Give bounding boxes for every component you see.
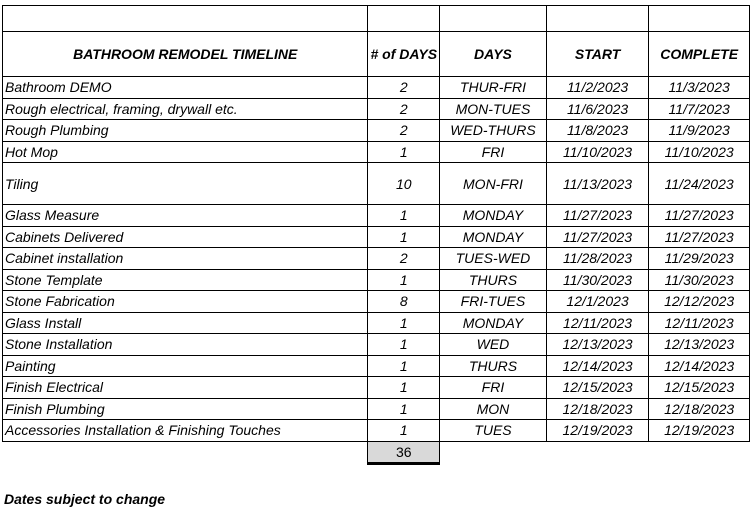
days-cell[interactable]: FRI (440, 377, 547, 399)
table-row (3, 120, 750, 142)
start-date-cell[interactable]: 11/10/2023 (546, 141, 649, 163)
complete-date-cell[interactable]: 11/27/2023 (649, 226, 750, 248)
start-date-cell[interactable]: 11/28/2023 (546, 248, 649, 270)
task-name-cell[interactable]: Stone Fabrication (3, 291, 368, 313)
table-row (3, 398, 750, 420)
cell[interactable] (440, 6, 547, 32)
cell[interactable] (368, 6, 440, 32)
days-cell[interactable]: MONDAY (440, 226, 547, 248)
start-date-cell[interactable]: 11/27/2023 (546, 226, 649, 248)
days-cell[interactable]: THUR-FRI (440, 77, 547, 99)
header-days[interactable]: DAYS (440, 32, 547, 77)
complete-date-cell[interactable]: 12/14/2023 (649, 355, 750, 377)
days-cell[interactable]: TUES-WED (440, 248, 547, 270)
task-name-cell[interactable]: Glass Measure (3, 205, 368, 227)
start-date-cell[interactable]: 11/2/2023 (546, 77, 649, 99)
start-date-cell[interactable]: 12/1/2023 (546, 291, 649, 313)
task-name-cell[interactable]: Finish Electrical (3, 377, 368, 399)
table-row (3, 163, 750, 205)
sheet-title[interactable]: BATHROOM REMODEL TIMELINE (3, 32, 368, 77)
total-days-cell[interactable]: 36 (368, 441, 440, 463)
complete-date-cell[interactable]: 12/13/2023 (649, 334, 750, 356)
num-days-cell[interactable]: 10 (368, 163, 440, 205)
timeline-table (2, 5, 750, 465)
dates-note: Dates subject to change (4, 491, 166, 507)
num-days-cell[interactable]: 2 (368, 248, 440, 270)
complete-date-cell[interactable]: 11/30/2023 (649, 269, 750, 291)
num-days-cell[interactable]: 2 (368, 120, 440, 142)
days-cell[interactable]: MONDAY (440, 312, 547, 334)
days-cell[interactable]: MON-FRI (440, 163, 547, 205)
complete-date-cell[interactable]: 12/19/2023 (649, 420, 750, 442)
days-cell[interactable]: TUES (440, 420, 547, 442)
days-cell[interactable]: THURS (440, 269, 547, 291)
header-complete[interactable]: COMPLETE (649, 32, 750, 77)
cell[interactable] (649, 6, 750, 32)
days-cell[interactable]: MON (440, 398, 547, 420)
start-date-cell[interactable]: 12/15/2023 (546, 377, 649, 399)
table-row (3, 205, 750, 227)
task-name-cell[interactable]: Painting (3, 355, 368, 377)
total-row (3, 441, 750, 463)
num-days-cell[interactable]: 1 (368, 377, 440, 399)
table-row (3, 226, 750, 248)
complete-date-cell[interactable]: 11/9/2023 (649, 120, 750, 142)
timeline-body (3, 6, 750, 464)
table-row (3, 377, 750, 399)
task-name-cell[interactable]: Bathroom DEMO (3, 77, 368, 99)
task-name-cell[interactable]: Cabinet installation (3, 248, 368, 270)
start-date-cell[interactable]: 12/13/2023 (546, 334, 649, 356)
table-row (3, 77, 750, 99)
num-days-cell[interactable]: 2 (368, 77, 440, 99)
start-date-cell[interactable]: 11/27/2023 (546, 205, 649, 227)
table-row (3, 269, 750, 291)
empty-cell (440, 441, 547, 463)
task-name-cell[interactable]: Tiling (3, 163, 368, 205)
empty-cell (3, 441, 368, 463)
complete-date-cell[interactable]: 11/29/2023 (649, 248, 750, 270)
task-name-cell[interactable]: Accessories Installation & Finishing Touches (3, 420, 368, 442)
table-row (3, 334, 750, 356)
task-name-cell[interactable]: Finish Plumbing (3, 398, 368, 420)
task-name-cell[interactable]: Rough electrical, framing, drywall etc. (3, 98, 368, 120)
table-row (3, 312, 750, 334)
num-days-cell[interactable]: 1 (368, 334, 440, 356)
num-days-cell[interactable]: 2 (368, 98, 440, 120)
table-row (3, 141, 750, 163)
task-name-cell[interactable]: Cabinets Delivered (3, 226, 368, 248)
num-days-cell[interactable]: 8 (368, 291, 440, 313)
num-days-cell[interactable]: 1 (368, 312, 440, 334)
days-cell[interactable]: THURS (440, 355, 547, 377)
complete-date-cell[interactable]: 12/15/2023 (649, 377, 750, 399)
blank-top-row (3, 6, 750, 32)
task-name-cell[interactable]: Glass Install (3, 312, 368, 334)
num-days-cell[interactable]: 1 (368, 141, 440, 163)
complete-date-cell[interactable]: 11/27/2023 (649, 205, 750, 227)
table-row (3, 355, 750, 377)
num-days-cell[interactable]: 1 (368, 269, 440, 291)
days-cell[interactable]: MONDAY (440, 205, 547, 227)
header-num-days[interactable]: # of DAYS (368, 32, 440, 77)
num-days-cell[interactable]: 1 (368, 226, 440, 248)
days-cell[interactable]: WED-THURS (440, 120, 547, 142)
task-name-cell[interactable]: Stone Installation (3, 334, 368, 356)
complete-date-cell[interactable]: 11/7/2023 (649, 98, 750, 120)
num-days-cell[interactable]: 1 (368, 205, 440, 227)
complete-date-cell[interactable]: 12/11/2023 (649, 312, 750, 334)
start-date-cell[interactable]: 11/30/2023 (546, 269, 649, 291)
empty-cell (546, 441, 649, 463)
days-cell[interactable]: FRI-TUES (440, 291, 547, 313)
days-cell[interactable]: FRI (440, 141, 547, 163)
start-date-cell[interactable]: 11/8/2023 (546, 120, 649, 142)
empty-cell (649, 441, 750, 463)
complete-date-cell[interactable]: 12/18/2023 (649, 398, 750, 420)
complete-date-cell[interactable]: 11/3/2023 (649, 77, 750, 99)
table-row (3, 248, 750, 270)
num-days-cell[interactable]: 1 (368, 398, 440, 420)
start-date-cell[interactable]: 12/18/2023 (546, 398, 649, 420)
start-date-cell[interactable]: 12/19/2023 (546, 420, 649, 442)
start-date-cell[interactable]: 12/11/2023 (546, 312, 649, 334)
start-date-cell[interactable]: 11/13/2023 (546, 163, 649, 205)
table-row (3, 98, 750, 120)
complete-date-cell[interactable]: 11/10/2023 (649, 141, 750, 163)
header-row (3, 32, 750, 77)
table-row (3, 420, 750, 442)
header-start[interactable]: START (546, 32, 649, 77)
start-date-cell[interactable]: 11/6/2023 (546, 98, 649, 120)
task-name-cell[interactable]: Hot Mop (3, 141, 368, 163)
complete-date-cell[interactable]: 11/24/2023 (649, 163, 750, 205)
num-days-cell[interactable]: 1 (368, 355, 440, 377)
complete-date-cell[interactable]: 12/12/2023 (649, 291, 750, 313)
cell[interactable] (3, 6, 368, 32)
task-name-cell[interactable]: Stone Template (3, 269, 368, 291)
num-days-cell[interactable]: 1 (368, 420, 440, 442)
table-row (3, 291, 750, 313)
start-date-cell[interactable]: 12/14/2023 (546, 355, 649, 377)
days-cell[interactable]: WED (440, 334, 547, 356)
days-cell[interactable]: MON-TUES (440, 98, 547, 120)
cell[interactable] (546, 6, 649, 32)
task-name-cell[interactable]: Rough Plumbing (3, 120, 368, 142)
